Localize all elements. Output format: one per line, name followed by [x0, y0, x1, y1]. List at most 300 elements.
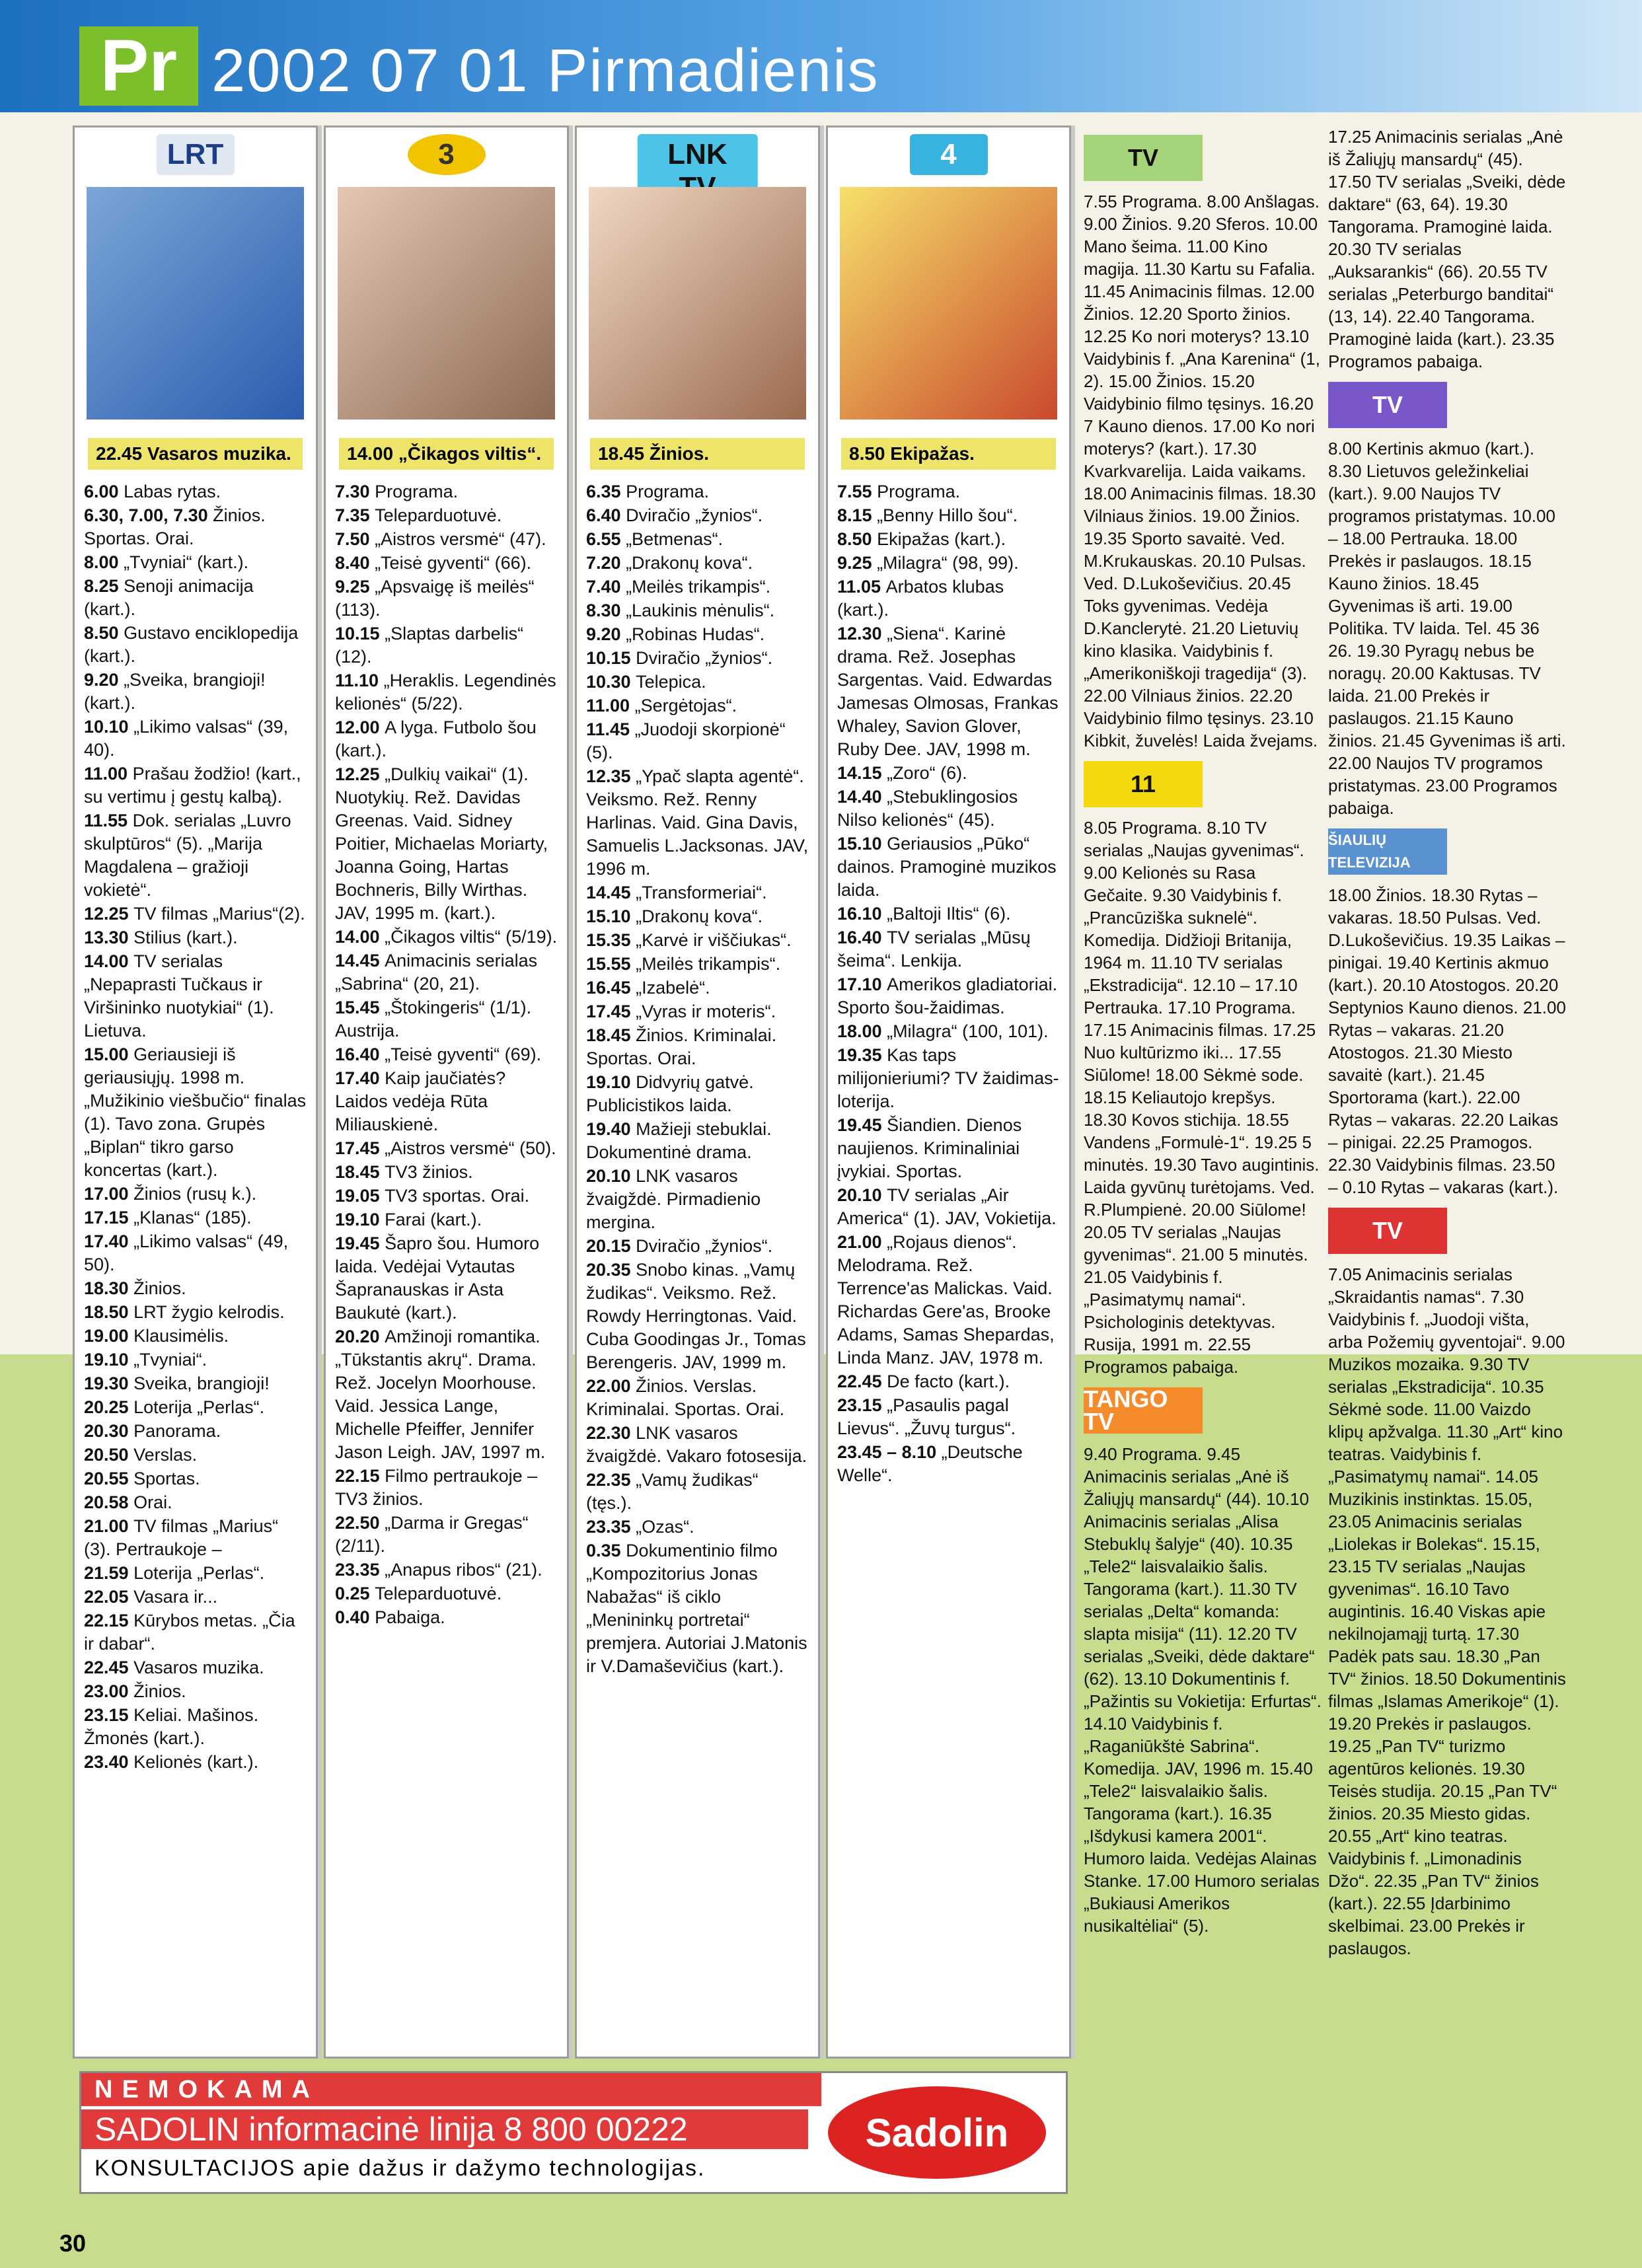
program-time: 14.45	[335, 951, 385, 970]
program-time: 11.55	[84, 811, 133, 830]
program-title: „Robinas Hudas“.	[626, 624, 765, 644]
channel-logo: TV	[1328, 382, 1447, 428]
program-list	[75, 476, 316, 1774]
program-title: „Stebuklingosios Nilso kelionės“ (45).	[837, 787, 1018, 830]
program-entry	[837, 1394, 1060, 1440]
program-title: „Vyras ir moteris“.	[636, 1002, 776, 1021]
program-time: 19.35	[837, 1045, 887, 1065]
program-time: 9.20	[586, 624, 626, 644]
program-time: 19.45	[335, 1233, 385, 1253]
page-title: 2002 07 01 Pirmadienis	[211, 37, 879, 104]
program-title: TV filmas „Marius“ (3). Pertraukoje –	[84, 1516, 279, 1559]
program-title: Geriausios „Pūko“ dainos. Pramoginė muzikos laida.	[837, 834, 1057, 900]
program-entry	[335, 1208, 558, 1231]
program-time: 6.40	[586, 505, 626, 525]
program-title: „Darma ir Gregas“ (2/11).	[335, 1513, 529, 1556]
program-time: 14.00	[84, 951, 134, 971]
program-entry	[335, 1232, 558, 1325]
program-time: 15.45	[335, 998, 385, 1017]
channel-logo: TANGO TV	[1084, 1387, 1203, 1434]
program-entry	[84, 1704, 307, 1750]
program-time: 17.10	[837, 974, 887, 994]
program-title: „Apsvaigę iš meilės“ (113).	[335, 577, 535, 620]
program-title: „Milagra“ (100, 101).	[887, 1021, 1049, 1041]
program-time: 22.30	[586, 1423, 636, 1443]
program-time: 6.00	[84, 482, 124, 501]
program-entry	[586, 623, 809, 646]
program-title: De facto (kart.).	[887, 1372, 1010, 1391]
program-title: „Drakonų kova“.	[636, 906, 763, 926]
program-title: Šapro šou. Humoro laida. Vedėjai Vytautas Šapranauskas ir Asta Baukutė (kart.).	[335, 1233, 540, 1323]
program-time: 20.15	[586, 1236, 636, 1256]
program-time: 8.25	[84, 576, 124, 596]
program-time: 17.40	[335, 1068, 385, 1088]
program-title: „Teisė gyventi“ (66).	[375, 553, 532, 573]
program-entry	[84, 926, 307, 949]
program-time: 22.05	[84, 1587, 134, 1607]
program-title: „Pasaulis pagal Lievus“. „Žuvų turgus“.	[837, 1395, 1016, 1438]
program-title: Animacinis serialas „Sabrina“ (20, 21).	[335, 951, 538, 994]
program-title: „Heraklis. Legendinės kelionės“ (5/22).	[335, 671, 556, 713]
program-title: „Čikagos viltis“ (5/19).	[385, 927, 558, 947]
program-title: TV serialas „Air America“ (1). JAV, Vokietija.	[837, 1185, 1057, 1228]
program-time: 9.25	[837, 553, 877, 573]
program-time: 11.05	[837, 577, 886, 597]
program-entry	[84, 1396, 307, 1419]
program-entry	[837, 504, 1060, 527]
program-entry	[84, 551, 307, 574]
program-entry	[84, 480, 307, 503]
program-time: 0.35	[586, 1541, 626, 1560]
program-title: „Tvyniai“.	[133, 1350, 207, 1370]
program-title: Šiandien. Dienos naujienos. Kriminaliniai įvykiai. Sportas.	[837, 1115, 1022, 1181]
program-title: Žinios (rusų k.).	[133, 1184, 257, 1204]
program-title: Dviračio „žynios“.	[626, 505, 763, 525]
promo-photo	[840, 187, 1057, 420]
program-time: 10.30	[586, 672, 636, 692]
program-time: 17.40	[84, 1231, 134, 1251]
program-entry	[84, 902, 307, 926]
program-title: Žinios.	[133, 1278, 186, 1298]
program-title: „Likimo valsas“ (39, 40).	[84, 717, 289, 760]
program-time: 0.25	[335, 1584, 375, 1603]
program-entry	[837, 1114, 1060, 1183]
brand-logo: Sadolin	[828, 2086, 1046, 2179]
program-time: 20.30	[84, 1421, 134, 1441]
program-time: 14.45	[586, 883, 636, 902]
program-title: Žinios. Verslas. Kriminalai. Sportas. Orai.	[586, 1376, 785, 1419]
program-entry	[837, 902, 1060, 926]
program-title: Kaip jaučiatės? Laidos vedėja Rūta Miliauskienė.	[335, 1068, 506, 1134]
program-entry	[335, 480, 558, 503]
program-list	[326, 476, 567, 1629]
promo-photo	[338, 187, 555, 420]
program-title: „Baltoji Iltis“ (6).	[887, 904, 1011, 924]
program-time: 8.50	[84, 623, 124, 643]
program-entry	[84, 1444, 307, 1467]
program-entry	[837, 528, 1060, 551]
program-title: Kūrybos metas. „Čia ir dabar“.	[84, 1611, 295, 1654]
program-time: 22.45	[837, 1372, 887, 1391]
program-title: Loterija „Perlas“.	[133, 1563, 265, 1583]
program-entry	[586, 1539, 809, 1678]
program-time: 20.55	[84, 1469, 134, 1488]
advertisement	[79, 2071, 1068, 2194]
channel-logo: 11	[1084, 761, 1203, 807]
program-title: „Meilės trikampis“.	[636, 954, 781, 974]
program-title: Arbatos klubas (kart.).	[837, 577, 1004, 620]
program-title: Amžinoji romantika. „Tūkstantis akrų“. Drama. Rež. Jocelyn Moorhouse. Vaid. Jessica Lange, Michelle Pfeiffer, Jennifer Jason Leigh. JAV, 1997 m.	[335, 1327, 546, 1462]
program-time: 22.45	[84, 1658, 134, 1677]
program-entry	[335, 1137, 558, 1160]
program-title: „Klanas“ (185).	[133, 1208, 252, 1227]
program-title: Dok. serialas „Luvro skulptūros“ (5). „Marija Magdalena – gražioji vokietė“.	[84, 811, 291, 900]
program-title: „Teisė gyventi“ (69).	[385, 1044, 542, 1064]
program-title: Verslas.	[133, 1445, 198, 1465]
channel-schedule: 7.05 Animacinis serialas „Skraidantis namas“. 7.30 Vaidybinis f. „Juodoji višta, arba Požemių gyventojai“. 9.00 Muzikos mozaika. 9.30 TV serialas „Ekstradicija“. 10.35 Sėkmė sode. 11.00 Vaizdo klipų apžvalga. 11.30 „Art“ kino teatras. Vaidybinis f. „Pasimatymų namai“. 14.05 Muzikinis instinktas. 15.05, 23.05 Animacinis serialas „Liolekas ir Bolekas“. 15.15, 23.15 TV serialas „Naujas gyvenimas“. 16.10 Tavo augintinis. 16.40 Viskas apie nekilnojamąjį turtą. 17.30 Padėk pats sau. 18.30 „Pan TV“ žinios. 18.50 Dokumentinis filmas „Islamas Amerikoje“ (1). 19.20 Prekės ir paslaugos. 19.25 „Pan TV“ turizmo agentūros kelionės. 19.30 Teisės studija. 20.15 „Pan TV“ žinios. 20.35 Miesto gidas. 20.55 „Art“ kino teatras. Vaidybinis f. „Limonadinis Džo“. 22.35 „Pan TV“ žinios (kart.). 22.55 Įdarbinimo skelbimai. 23.00 Prekės ir paslaugos.	[1328, 1264, 1566, 1958]
program-title: Teleparduotuvė.	[375, 1584, 502, 1603]
program-title: „Siena“. Karinė drama. Rež. Josephas Sargentas. Vaid. Edwardas Jamesas Olmosas, Frankas Whaley, Savion Glover, Ruby Dee. JAV, 1998 m.	[837, 624, 1059, 759]
program-title: Panorama.	[133, 1421, 221, 1441]
channel-column-1	[73, 126, 318, 2059]
promo-photo	[589, 187, 806, 420]
program-entry	[84, 809, 307, 902]
program-entry	[84, 1467, 307, 1490]
program-title: Labas rytas.	[124, 482, 221, 501]
program-title: „Izabelė“.	[636, 978, 710, 998]
program-title: „Aistros versmė“ (50).	[385, 1138, 556, 1158]
program-time: 16.40	[335, 1044, 385, 1064]
program-entry	[586, 1118, 809, 1164]
channel-schedule: 8.00 Kertinis akmuo (kart.). 8.30 Lietuvos geležinkeliai (kart.). 9.00 Naujos TV programos pristatymas. 10.00 – 18.00 Pertrauka. 18.00 Prekės ir paslaugos. 18.15 Kauno žinios. 18.45 Gyvenimas iš arti. 19.00 Politika. TV laida. Tel. 45 36 26. 19.30 Pyragų nebus be noragų. 20.00 Kaktusas. TV laida. 21.00 Prekės ir paslaugos. 21.15 Kauno žinios. 21.45 Gyvenimas iš arti. 22.00 Naujos TV programos pristatymas. 23.00 Programos pabaiga.	[1328, 439, 1566, 818]
program-title: „Zoro“ (6).	[887, 763, 967, 783]
program-title: „Rojaus dienos“. Melodrama. Rež. Terrence'as Malickas. Vaid. Richardas Gere'as, Brooke Adams, Samas Shepardas, Linda Manz. JAV, 1978 m.	[837, 1232, 1055, 1368]
program-time: 15.55	[586, 954, 636, 974]
program-entry	[84, 1183, 307, 1206]
program-title: „Ypač slapta agentė“. Veiksmo. Rež. Renny Harlinas. Vaid. Gina Davis, Samuelis L.Jacksonas. JAV, 1996 m.	[586, 766, 809, 879]
channel-logo: LNK	[637, 134, 758, 208]
program-time: 20.10	[586, 1166, 636, 1186]
program-time: 16.10	[837, 904, 887, 924]
program-title: „Sveika, brangioji! (kart.).	[84, 670, 266, 713]
program-title: Žinios. Sportas. Orai.	[84, 505, 266, 548]
program-entry	[586, 599, 809, 622]
program-time: 23.15	[837, 1395, 887, 1415]
program-time: 19.10	[335, 1210, 385, 1229]
program-title: Dokumentinio filmo „Kompozitorius Jonas Nabažas“ iš ciklo „Menininkų portretai“ premjera. Autoriai J.Matonis ir V.Damaševičius (kart.).	[586, 1541, 807, 1676]
program-entry	[84, 575, 307, 621]
program-entry	[837, 926, 1060, 972]
program-entry	[837, 1370, 1060, 1393]
program-time: 6.30, 7.00, 7.30	[84, 505, 213, 525]
channel-schedule: 9.40 Programa. 9.45 Animacinis serialas „Anė iš Žaliųjų mansardų“ (44). 10.10 Animacinis serialas „Alisa Stebuklų šalyje“ (40). 10.35 „Tele2“ laisvalaikio šalis. Tangorama (kart.). 11.30 TV serialas „Delta“ komanda: slapta misija“ (11). 12.20 TV serialas „Sveiki, dėde daktare“ (62). 13.10 Dokumentinis f. „Pažintis su Vokietija: Erfurtas“. 14.10 Vaidybinis f. „Raganiūkštė Sabrina“. Komedija. JAV, 1996 m. 15.40 „Tele2“ laisvalaikio šalis. Tangorama (kart.). 16.35 „Išdykusi kamera 2001“. Humoro laida. Vedėjas Alainas Stanke. 17.00 Humoro serialas „Bukiausi Amerikos nusikaltėliai“ (5).	[1084, 1444, 1322, 1936]
channel-promo	[828, 128, 1069, 431]
program-title: „Ozas“.	[636, 1517, 694, 1537]
program-time: 17.45	[335, 1138, 385, 1158]
page-number: 30	[59, 2230, 87, 2257]
program-title: Pabaiga.	[375, 1607, 445, 1627]
program-entry	[84, 1586, 307, 1609]
channel-promo	[326, 128, 567, 431]
program-title: „Juodoji skorpionė“ (5).	[586, 719, 786, 762]
channel-headline: 8.50 Ekipažas.	[841, 438, 1056, 470]
program-time: 21.00	[837, 1232, 887, 1252]
program-title: Sportas.	[133, 1469, 200, 1488]
program-entry	[586, 953, 809, 976]
program-entry	[335, 575, 558, 622]
program-title: „Deutsche Welle“.	[837, 1442, 1023, 1485]
program-time: 14.15	[837, 763, 887, 783]
promo-photo	[87, 187, 304, 420]
program-time: 17.45	[586, 1002, 636, 1021]
program-time: 18.45	[586, 1025, 636, 1045]
program-title: Ekipažas (kart.).	[877, 529, 1006, 549]
program-time: 10.15	[586, 648, 636, 668]
program-entry	[84, 1680, 307, 1703]
program-title: Teleparduotuvė.	[375, 505, 502, 525]
program-entry	[84, 1348, 307, 1372]
program-entry	[84, 715, 307, 762]
program-time: 15.00	[84, 1044, 134, 1064]
program-time: 14.40	[837, 787, 887, 807]
program-title: Programa.	[626, 482, 710, 501]
channel-logo: ŠIAULIŲ TELEVIZIJA	[1328, 828, 1447, 875]
program-title: TV3 sportas. Orai.	[385, 1186, 530, 1206]
program-time: 18.00	[837, 1021, 887, 1041]
program-entry	[335, 1582, 558, 1605]
program-time: 19.00	[84, 1326, 134, 1346]
program-title: „Tvyniai“ (kart.).	[124, 552, 249, 572]
program-title: Kelionės (kart.).	[133, 1752, 259, 1772]
program-entry	[335, 528, 558, 551]
program-time: 19.10	[84, 1350, 134, 1370]
program-entry	[84, 762, 307, 809]
program-time: 10.15	[335, 624, 385, 643]
program-time: 18.30	[84, 1278, 134, 1298]
ad-subtitle: KONSULTACIJOS apie dažus ir dažymo technologijas.	[94, 2156, 706, 2181]
program-title: „Laukinis mėnulis“.	[626, 601, 775, 620]
program-entry	[586, 552, 809, 575]
program-entry	[837, 1231, 1060, 1370]
program-entry	[586, 694, 809, 717]
program-title: „Likimo valsas“ (49, 50).	[84, 1231, 289, 1274]
program-title: Amerikos gladiatoriai. Sporto šou-žaidimas.	[837, 974, 1058, 1017]
program-entry	[335, 669, 558, 715]
program-time: 11.00	[84, 764, 133, 784]
channel-logo: TV	[1084, 135, 1203, 181]
program-entry	[84, 950, 307, 1043]
program-title: „Benny Hillo šou“.	[877, 505, 1018, 525]
channel-column-4	[826, 126, 1071, 2059]
program-entry	[84, 1043, 307, 1182]
program-title: „Meilės trikampis“.	[626, 577, 771, 597]
program-time: 18.50	[84, 1302, 134, 1322]
program-time: 23.35	[586, 1517, 636, 1537]
program-entry	[335, 949, 558, 996]
program-title: Didvyrių gatvė. Publicistikos laida.	[586, 1072, 754, 1115]
program-title: „Štokingeris“ (1/1). Austrija.	[335, 998, 532, 1041]
program-entry	[335, 1558, 558, 1582]
program-time: 9.20	[84, 670, 124, 690]
program-title: TV serialas „Mūsų šeima“. Lenkija.	[837, 928, 1031, 970]
program-entry	[335, 504, 558, 527]
program-time: 6.55	[586, 529, 626, 549]
program-time: 12.25	[335, 764, 385, 784]
program-entry	[586, 1259, 809, 1374]
program-entry	[586, 1422, 809, 1468]
program-entry	[586, 1516, 809, 1539]
program-entry	[84, 622, 307, 668]
program-time: 6.35	[586, 482, 626, 501]
program-title: Loterija „Perlas“.	[133, 1397, 265, 1417]
program-entry	[335, 996, 558, 1043]
program-entry	[335, 763, 558, 925]
program-entry	[84, 1491, 307, 1514]
program-entry	[837, 1441, 1060, 1487]
program-time: 23.40	[84, 1752, 134, 1772]
program-title: Programa.	[877, 482, 961, 501]
channel-promo	[577, 128, 818, 431]
ad-headline: SADOLIN informacinė linija 8 800 00222	[81, 2109, 808, 2149]
program-list	[828, 476, 1069, 1487]
program-time: 19.40	[586, 1119, 636, 1139]
program-time: 23.00	[84, 1681, 134, 1701]
program-time: 19.45	[837, 1115, 887, 1135]
program-time: 12.30	[837, 624, 887, 643]
program-time: 19.10	[586, 1072, 636, 1092]
program-title: „Betmenas“.	[626, 529, 724, 549]
program-time: 20.25	[84, 1397, 134, 1417]
program-title: „Anapus ribos“ (21).	[385, 1560, 542, 1580]
program-time: 20.35	[586, 1260, 636, 1280]
program-entry	[586, 1000, 809, 1023]
program-title: „Sergėtojas“.	[634, 696, 737, 715]
program-time: 8.30	[586, 601, 626, 620]
channel-headline: 14.00 „Čikagos viltis“.	[339, 438, 554, 470]
program-title: Kas taps milijonieriumi? TV žaidimas-loterija.	[837, 1045, 1059, 1111]
column-5	[1084, 126, 1322, 1946]
program-title: Žinios. Kriminalai. Sportas. Orai.	[586, 1025, 777, 1068]
program-time: 14.00	[335, 927, 385, 947]
program-time: 8.50	[837, 529, 877, 549]
program-title: A lyga. Futbolo šou (kart.).	[335, 717, 537, 760]
program-entry	[335, 1067, 558, 1136]
program-title: Senoji animacija (kart.).	[84, 576, 254, 619]
program-title: TV3 žinios.	[385, 1162, 473, 1182]
program-time: 7.50	[335, 529, 375, 549]
program-time: 20.20	[335, 1327, 385, 1346]
program-time: 15.35	[586, 930, 636, 950]
channel-logo: 3	[408, 134, 486, 175]
program-entry	[586, 1165, 809, 1234]
program-entry	[586, 480, 809, 503]
program-entry	[84, 1230, 307, 1276]
program-title: Dviračio „žynios“.	[636, 648, 773, 668]
program-title: LRT žygio kelrodis.	[133, 1302, 285, 1322]
program-time: 20.58	[84, 1492, 134, 1512]
program-title: Gustavo enciklopedija (kart.).	[84, 623, 299, 666]
program-time: 23.35	[335, 1560, 385, 1580]
program-entry	[586, 1024, 809, 1070]
program-title: Orai.	[133, 1492, 172, 1512]
program-entry	[586, 718, 809, 764]
program-title: „Karvė ir viščiukas“.	[636, 930, 792, 950]
program-title: LNK vasaros žvaigždė. Pirmadienio mergina.	[586, 1166, 761, 1232]
channel-schedule: 8.05 Programa. 8.10 TV serialas „Naujas gyvenimas“. 9.00 Kelionės su Rasa Gečaite. 9.30 Vaidybinis f. „Prancūziška suknelė“. Komedija. Didžioji Britanija, 1964 m. 11.10 TV serialas „Ekstradicija“. 12.10 – 17.10 Pertrauka. 17.10 Programa. 17.15 Animacinis filmas. 17.25 Nuo kultūrizmo iki... 17.55 Siūlome! 18.00 Sėkmė sode. 18.15 Keliautojo krepšys. 18.30 Kovos stichija. 18.55 Vandens „Formulė-1“. 19.25 5 minutės. 19.30 Tavo augintinis. Laida gyvūnų turėtojams. Ved. R.Plumpienė. 20.00 Siūlome! 20.05 TV serialas „Naujas gyvenimas“. 21.00 5 minutės. 21.05 Vaidybinis f. „Pasimatymų namai“. Psichologinis detektyvas. Rusija, 1991 m. 22.55 Programos pabaiga.	[1084, 818, 1320, 1377]
program-time: 19.30	[84, 1373, 134, 1393]
program-time: 22.50	[335, 1513, 385, 1533]
channel-schedule: 18.00 Žinios. 18.30 Rytas – vakaras. 18.50 Pulsas. Ved. D.Lukoševičius. 19.35 Laikas – pinigai. 19.40 Kertinis akmuo (kart.). 20.10 Atostogos. 20.20 Septynios Kauno dienos. 21.00 Rytas – vakaras. 21.20 Atostogos. 21.30 Miesto savaitė (kart.). 21.45 Sportorama (kart.). 22.00 Rytas – vakaras. 22.20 Laikas – pinigai. 22.25 Pramogos. 22.30 Vaidybinis filmas. 23.50 – 0.10 Rytas – vakaras (kart.).	[1328, 885, 1566, 1197]
program-entry	[837, 786, 1060, 832]
program-time: 8.15	[837, 505, 877, 525]
program-time: 12.35	[586, 766, 636, 786]
program-entry	[586, 1375, 809, 1421]
program-time: 23.15	[84, 1705, 134, 1725]
program-time: 7.35	[335, 505, 375, 525]
program-title: Klausimėlis.	[133, 1326, 229, 1346]
program-time: 9.25	[335, 577, 375, 597]
program-title: „Drakonų kova“.	[626, 553, 753, 573]
program-title: Telepica.	[636, 672, 706, 692]
program-entry	[837, 552, 1060, 575]
program-entry	[84, 1206, 307, 1229]
program-title: TV serialas „Nepaprasti Tučkaus ir Viršininko nuotykiai“ (1). Lietuva.	[84, 951, 274, 1041]
program-time: 7.30	[335, 482, 375, 501]
program-time: 20.50	[84, 1445, 134, 1465]
program-title: TV filmas „Marius“(2).	[133, 904, 305, 924]
program-entry	[84, 669, 307, 715]
program-entry	[586, 647, 809, 670]
program-title: Geriausieji iš geriausiųjų. 1998 m. „Mužikinio viešbučio“ finalas (1). Tavo zona. Grupės „Biplan“ tikro garso koncertas (kart.).	[84, 1044, 307, 1180]
program-entry	[84, 1372, 307, 1395]
page-header	[0, 0, 1642, 112]
program-title: Filmo pertraukoje – TV3 žinios.	[335, 1466, 538, 1509]
program-time: 22.15	[335, 1466, 385, 1486]
program-title: „Milagra“ (98, 99).	[877, 553, 1019, 573]
program-entry	[84, 1301, 307, 1324]
ad-strip: NEMOKAMA	[81, 2073, 821, 2106]
program-time: 11.45	[586, 719, 635, 739]
program-entry	[837, 762, 1060, 785]
program-entry	[335, 1512, 558, 1558]
channel-promo	[75, 128, 316, 431]
program-entry	[84, 1609, 307, 1656]
program-entry	[84, 1277, 307, 1300]
program-entry	[837, 832, 1060, 902]
program-entry	[837, 575, 1060, 622]
program-title: Sveika, brangioji!	[133, 1373, 270, 1393]
channel-column-2	[324, 126, 569, 2059]
program-time: 18.45	[335, 1162, 385, 1182]
program-entry	[586, 765, 809, 881]
program-entry	[837, 1044, 1060, 1113]
program-entry	[84, 1656, 307, 1679]
program-time: 17.15	[84, 1208, 134, 1227]
program-time: 7.20	[586, 553, 626, 573]
program-entry	[335, 926, 558, 949]
program-entry	[335, 716, 558, 762]
program-title: Programa.	[375, 482, 459, 501]
program-entry	[586, 1235, 809, 1258]
program-entry	[84, 1325, 307, 1348]
day-badge: Pr	[79, 26, 198, 106]
program-title: „Dulkių vaikai“ (1). Nuotykių. Rež. Davidas Greenas. Vaid. Sidney Poitier, Michaelas Moriarty, Joanna Going, Hartas Bochneris, Billy Wirthas. JAV, 1995 m. (kart.).	[335, 764, 548, 923]
program-time: 11.10	[335, 671, 384, 690]
program-title: Žinios.	[133, 1681, 186, 1701]
channel-logo: LRT	[157, 134, 235, 175]
program-entry	[335, 622, 558, 669]
program-time: 13.30	[84, 928, 134, 947]
